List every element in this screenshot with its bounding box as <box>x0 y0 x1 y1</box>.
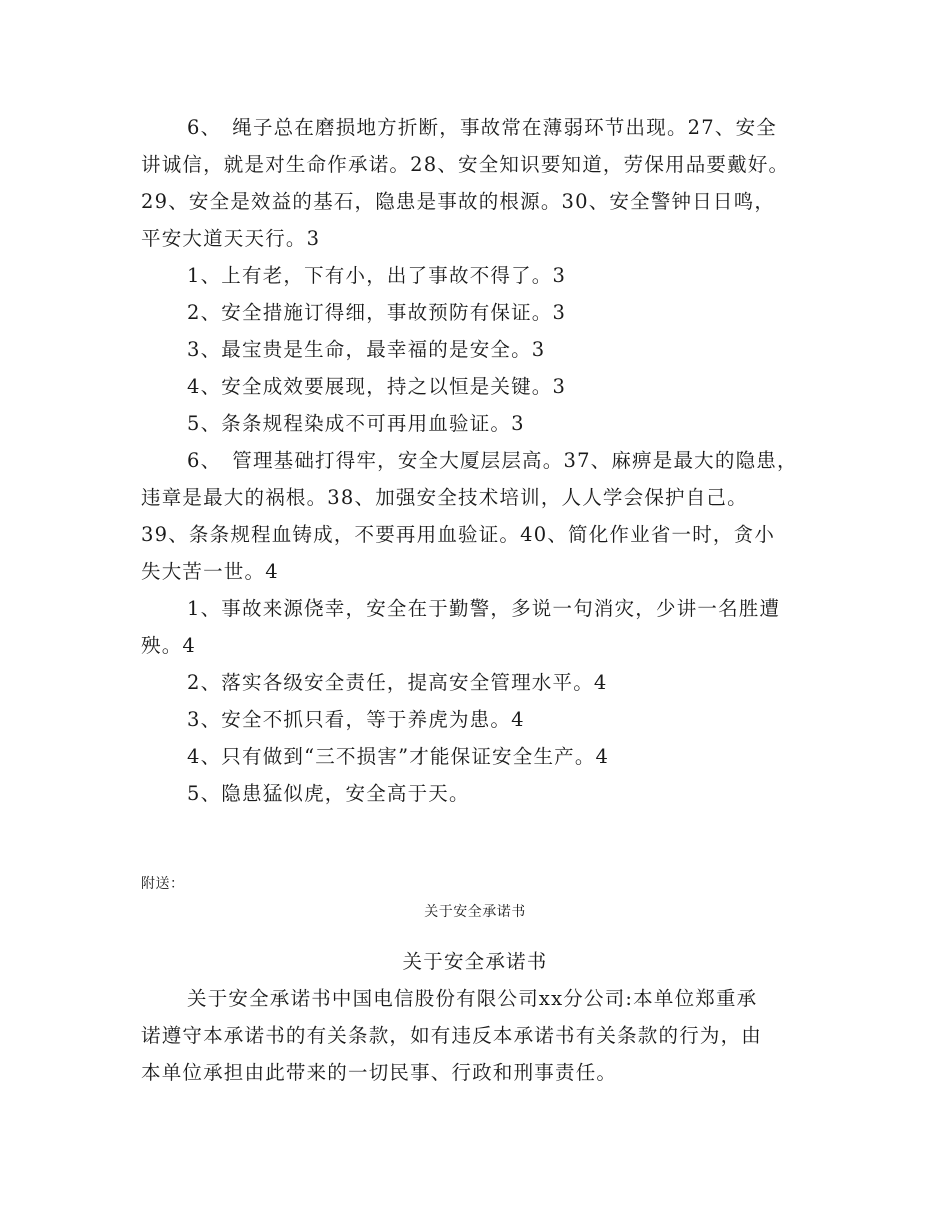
appendix-body-line: 诺遵守本承诺书的有关条款，如有违反本承诺书有关条款的行为，由 <box>141 1024 763 1047</box>
list-item-continuation: 殃。4 <box>141 634 197 657</box>
paragraph-line: 失大苦一世。4 <box>141 560 279 583</box>
paragraph-line: 39、条条规程血铸成，不要再用血验证。40、简化作业省一时，贪小 <box>141 523 776 546</box>
appendix-small-title: 关于安全承诺书 <box>424 904 526 920</box>
paragraph-line: 29、安全是效益的基石，隐患是事故的根源。30、安全警钟日日鸣， <box>141 190 776 213</box>
paragraph-line: 6、 绳子总在磨损地方折断，事故常在薄弱环节出现。27、安全 <box>187 116 777 139</box>
list-item: 5、条条规程染成不可再用血验证。3 <box>187 412 525 435</box>
appendix-body-line: 关于安全承诺书中国电信股份有限公司xx分公司:本单位郑重承 <box>187 987 758 1010</box>
list-item: 3、安全不抓只看，等于养虎为患。4 <box>187 708 525 731</box>
list-item: 3、最宝贵是生命，最幸福的是安全。3 <box>187 338 546 361</box>
list-item: 2、安全措施订得细，事故预防有保证。3 <box>187 301 567 324</box>
list-item: 1、事故来源侥幸，安全在于勤警，多说一句消灾，少讲一名胜遭 <box>187 597 781 620</box>
paragraph-line: 讲诚信，就是对生命作承诺。28、安全知识要知道，劳保用品要戴好。 <box>141 153 790 176</box>
list-item: 2、落实各级安全责任，提高安全管理水平。4 <box>187 671 608 694</box>
paragraph-line: 违章是最大的祸根。38、加强安全技术培训，人人学会保护自己。 <box>141 486 748 509</box>
list-item: 1、上有老，下有小，出了事故不得了。3 <box>187 264 567 287</box>
list-item: 5、隐患猛似虎，安全高于天。 <box>187 782 470 805</box>
paragraph-line: 6、 管理基础打得牢，安全大厦层层高。37、麻痹是最大的隐患， <box>187 449 798 472</box>
list-item: 4、安全成效要展现，持之以恒是关键。3 <box>187 375 567 398</box>
paragraph-line: 平安大道天天行。3 <box>141 227 321 250</box>
list-item: 4、只有做到“三不损害”才能保证安全生产。4 <box>187 745 610 768</box>
appendix-title: 关于安全承诺书 <box>402 950 548 973</box>
appendix-label: 附送： <box>141 876 185 892</box>
appendix-body-line: 本单位承担由此带来的一切民事、行政和刑事责任。 <box>141 1061 618 1084</box>
